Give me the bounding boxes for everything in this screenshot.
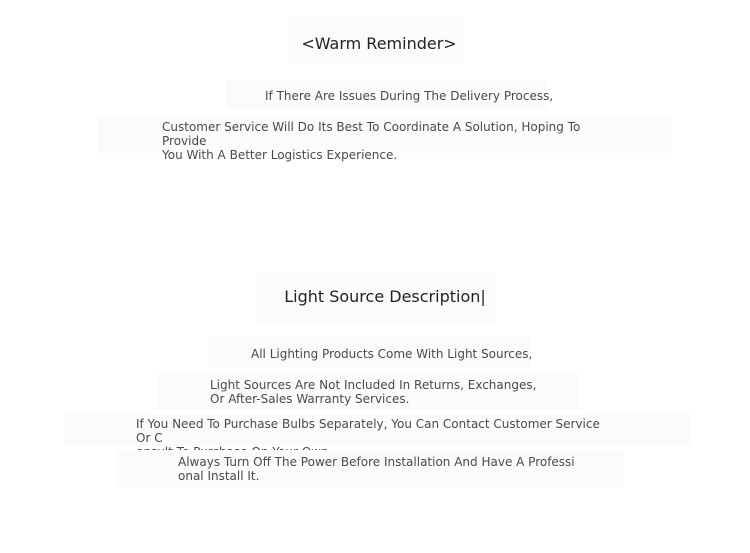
reminder-delivery-issues-text: If There Are Issues During The Delivery Process, xyxy=(265,89,554,103)
light-source-title: Light Source Description| xyxy=(284,287,486,306)
light-sources-included-text: All Lighting Products Come With Light Sources, xyxy=(251,347,533,361)
reminder-customer-service-text: Customer Service Will Do Its Best To Coordinate A Solution, Hoping To Provide You With A Better Logistics Experience. xyxy=(162,120,581,162)
warm-reminder-title: <Warm Reminder> xyxy=(301,34,457,53)
light-sources-not-returnable-text: Light Sources Are Not Included In Returns, Exchanges, Or After-Sales Warranty Services. xyxy=(210,378,537,406)
installation-safety-text: Always Turn Off The Power Before Installation And Have A Professi onal Install It. xyxy=(178,455,575,483)
purchase-bulbs-text: If You Need To Purchase Bulbs Separately, You Can Contact Customer Service Or C xyxy=(136,417,600,445)
